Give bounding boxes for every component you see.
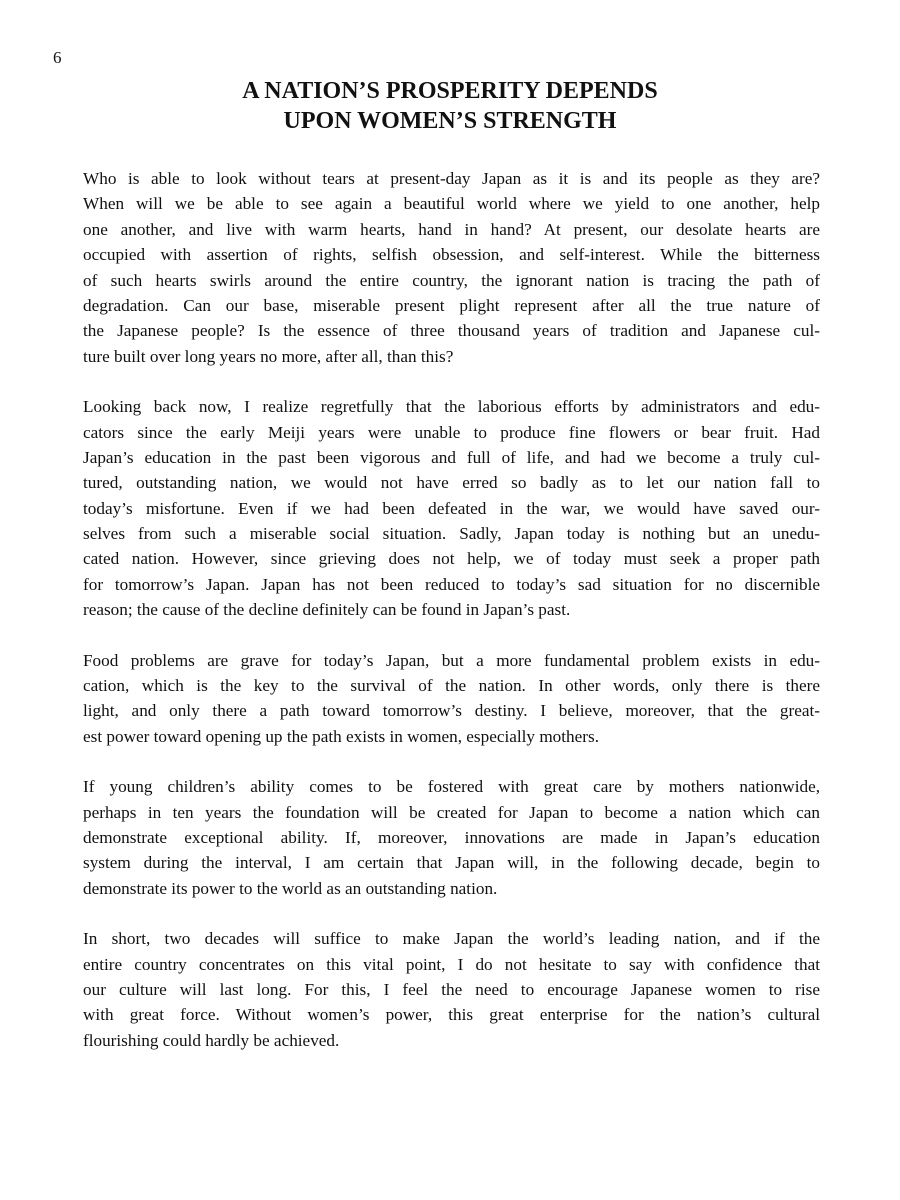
text-line: selves from such a miserable social situation. Sadly, Japan today is nothing but an unedu- [83,524,820,544]
page-title [0,76,900,136]
text-line: If young children’s ability comes to be fostered with great care by mothers nationwide, [83,777,820,797]
text-line: system during the interval, I am certain that Japan will, in the following decade, begin to [83,853,820,873]
text-line: cation, which is the key to the survival of the nation. In other words, only there is there [83,676,820,696]
paragraph-5 [83,926,820,1053]
text-line: reason; the cause of the decline definitely can be found in Japan’s past. [83,600,571,620]
text-line: demonstrate its power to the world as an outstanding nation. [83,878,498,898]
text-line: our culture will last long. For this, I feel the need to encourage Japanese women to rise [83,979,820,999]
text-line: degradation. Can our base, miserable present plight represent after all the true nature of [83,295,820,315]
text-line: cated nation. However, since grieving does not help, we of today must seek a proper path [83,549,820,569]
text-line: one another, and live with warm hearts, hand in hand? At present, our desolate hearts are [83,219,820,239]
text-line: entire country concentrates on this vital point, I do not hesitate to say with confidence that [83,954,820,974]
text-line: light, and only there a path toward tomorrow’s destiny. I believe, moreover, that the great- [83,701,820,721]
text-line: cators since the early Meiji years were unable to produce fine flowers or bear fruit. Had [83,422,820,442]
text-line: ture built over long years no more, after all, than this? [83,346,454,366]
text-line: Who is able to look without tears at present-day Japan as it is and its people as they are? [83,169,820,188]
title-line-2: UPON WOMEN’S STRENGTH [283,108,617,134]
text-line: tured, outstanding nation, we would not have erred so badly as to let our nation fall to [83,473,820,493]
paragraph-2 [83,394,820,623]
title-line-1: A NATION’S PROSPERITY DEPENDS [242,78,658,104]
text-line: occupied with assertion of rights, selfish obsession, and self-interest. While the bitterness [83,245,820,265]
paragraph-4 [83,774,820,901]
text-line: In short, two decades will suffice to make Japan the world’s leading nation, and if the [83,929,820,949]
text-line: When will we be able to see again a beautiful world where we yield to one another, help [83,194,820,214]
text-line: Food problems are grave for today’s Japan, but a more fundamental problem exists in edu- [83,650,820,670]
text-line: for tomorrow’s Japan. Japan has not been reduced to today’s sad situation for no discernible [83,574,820,594]
text-line: est power toward opening up the path exists in women, especially mothers. [83,726,599,746]
text-line: perhaps in ten years the foundation will be created for Japan to become a nation which can [83,802,820,822]
page-number: 6 [53,48,62,67]
paragraph-3 [83,648,820,750]
text-line: the Japanese people? Is the essence of three thousand years of tradition and Japanese cul- [83,321,820,341]
text-line: demonstrate exceptional ability. If, moreover, innovations are made in Japan’s education [83,827,820,847]
body-text [83,166,820,1078]
text-line: of such hearts swirls around the entire country, the ignorant nation is tracing the path of [83,270,820,290]
paragraph-1 [83,166,820,369]
text-line: flourishing could hardly be achieved. [83,1030,340,1050]
text-line: with great force. Without women’s power, this great enterprise for the nation’s cultural [83,1005,820,1025]
text-line: today’s misfortune. Even if we had been defeated in the war, we would have saved our- [83,498,820,518]
text-line: Japan’s education in the past been vigorous and full of life, and had we become a truly cul- [83,447,820,467]
text-line: Looking back now, I realize regretfully that the laborious efforts by administrators and edu- [83,397,820,417]
